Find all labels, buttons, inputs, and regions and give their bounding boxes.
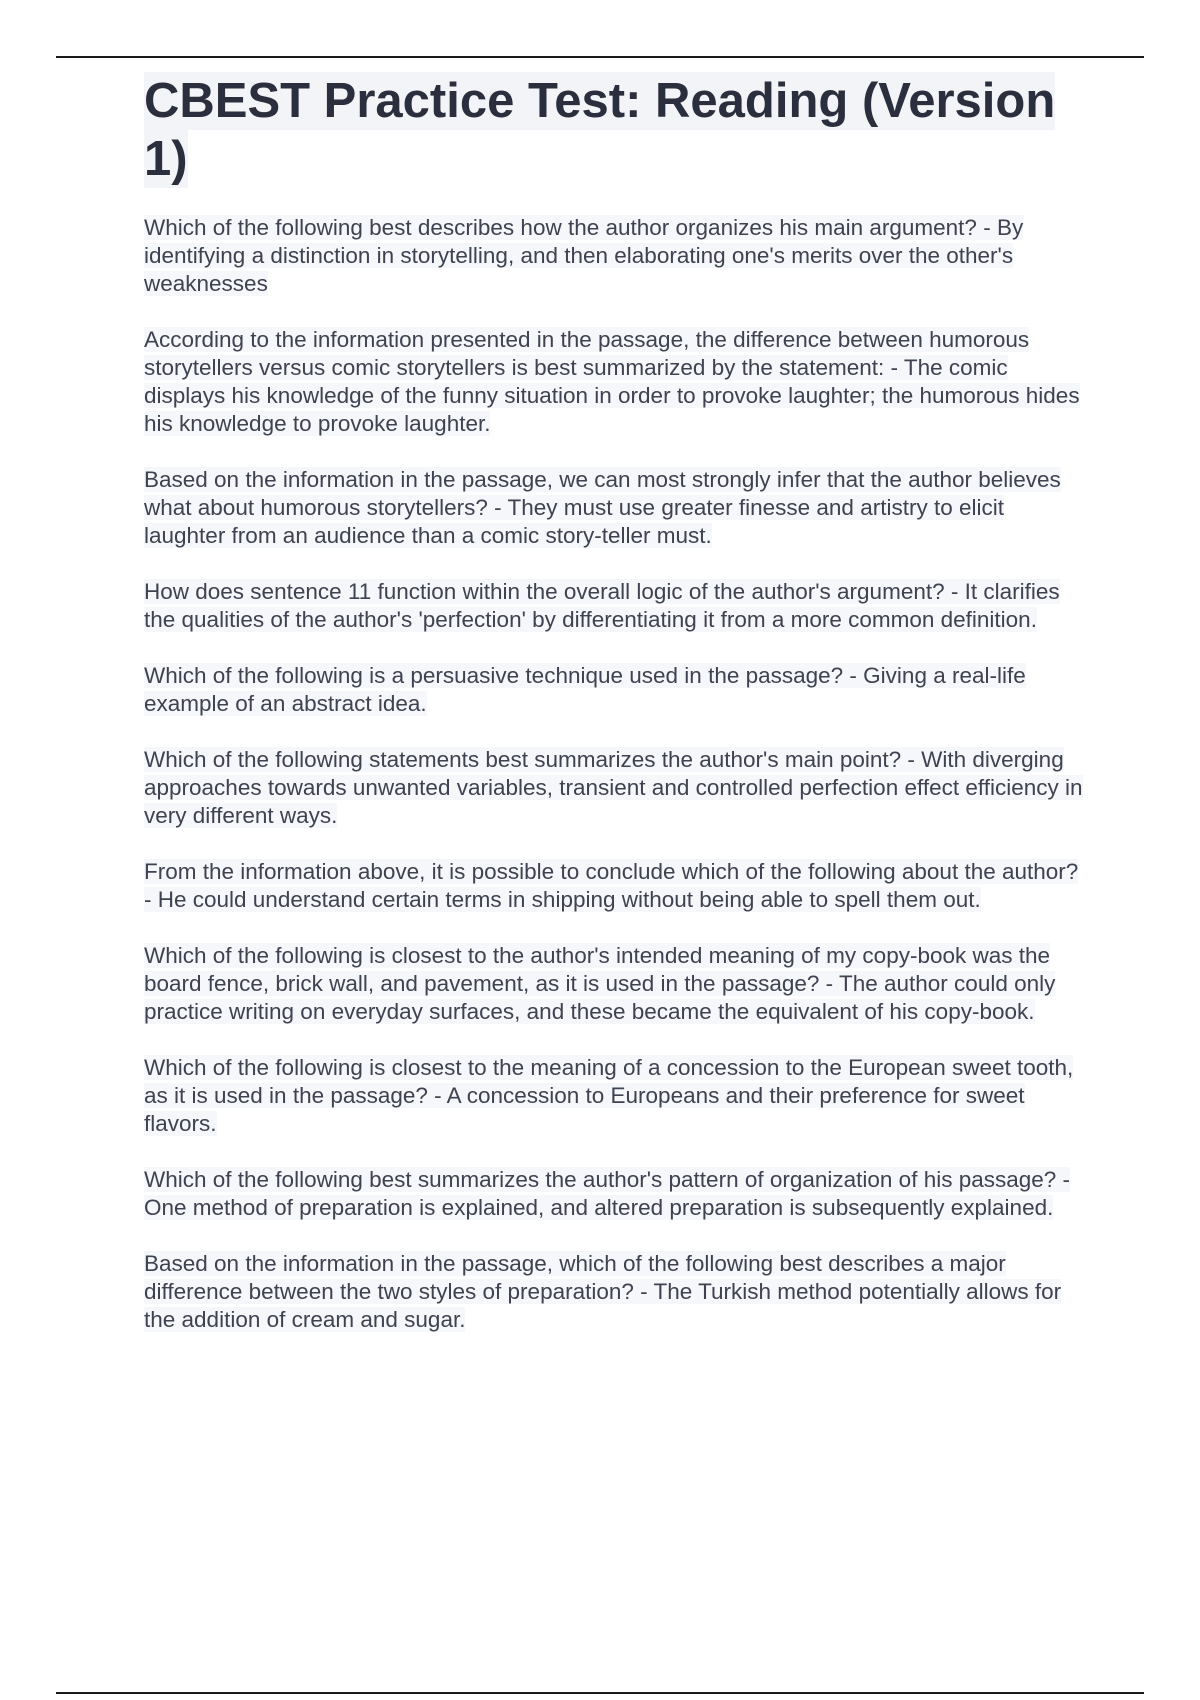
qa-item: How does sentence 11 function within the overall logic of the author's argument? - It clarifies the qualities of the author's 'perfection' by differentiating it from a more common definition. <box>144 579 1060 632</box>
qa-item: Based on the information in the passage, which of the following best describes a major difference between the two styles of preparation? - The Turkish method potentially allows for the addition of cream and sugar. <box>144 1251 1062 1332</box>
top-divider <box>56 56 1144 58</box>
qa-item: Which of the following is a persuasive technique used in the passage? - Giving a real-life example of an abstract idea. <box>144 663 1026 716</box>
qa-item: Which of the following statements best summarizes the author's main point? - With diverging approaches towards unwanted variables, transient and controlled perfection effect efficiency in very different ways. <box>144 747 1083 828</box>
qa-item: According to the information presented in the passage, the difference between humorous storytellers versus comic storytellers is best summarized by the statement: - The comic displays his knowledge of the funny situation in order to provoke laughter; the humorous hides his knowledge to provoke laughter. <box>144 327 1080 436</box>
document-title: CBEST Practice Test: Reading (Version 1) <box>144 74 1056 186</box>
qa-item: Which of the following best summarizes the author's pattern of organization of his passage? - One method of preparation is explained, and altered preparation is subsequently explained. <box>144 1167 1071 1220</box>
qa-item: Based on the information in the passage, we can most strongly infer that the author believes what about humorous storytellers? - They must use greater finesse and artistry to elicit laughter from an audience than a comic story-teller must. <box>144 467 1061 548</box>
qa-item: From the information above, it is possible to conclude which of the following about the author? - He could understand certain terms in shipping without being able to spell them out. <box>144 859 1079 912</box>
qa-item: Which of the following is closest to the meaning of a concession to the European sweet tooth, as it is used in the passage? - A concession to Europeans and their preference for sweet flavors. <box>144 1055 1074 1136</box>
qa-item: Which of the following is closest to the author's intended meaning of my copy-book was the board fence, brick wall, and pavement, as it is used in the passage? - The author could only practice writing on everyday surfaces, and these became the equivalent of his copy-book. <box>144 943 1056 1024</box>
bottom-divider <box>56 1692 1144 1694</box>
document-body <box>144 72 1084 1362</box>
qa-item: Which of the following best describes how the author organizes his main argument? - By identifying a distinction in storytelling, and then elaborating one's merits over the other's weaknesses <box>144 215 1024 296</box>
